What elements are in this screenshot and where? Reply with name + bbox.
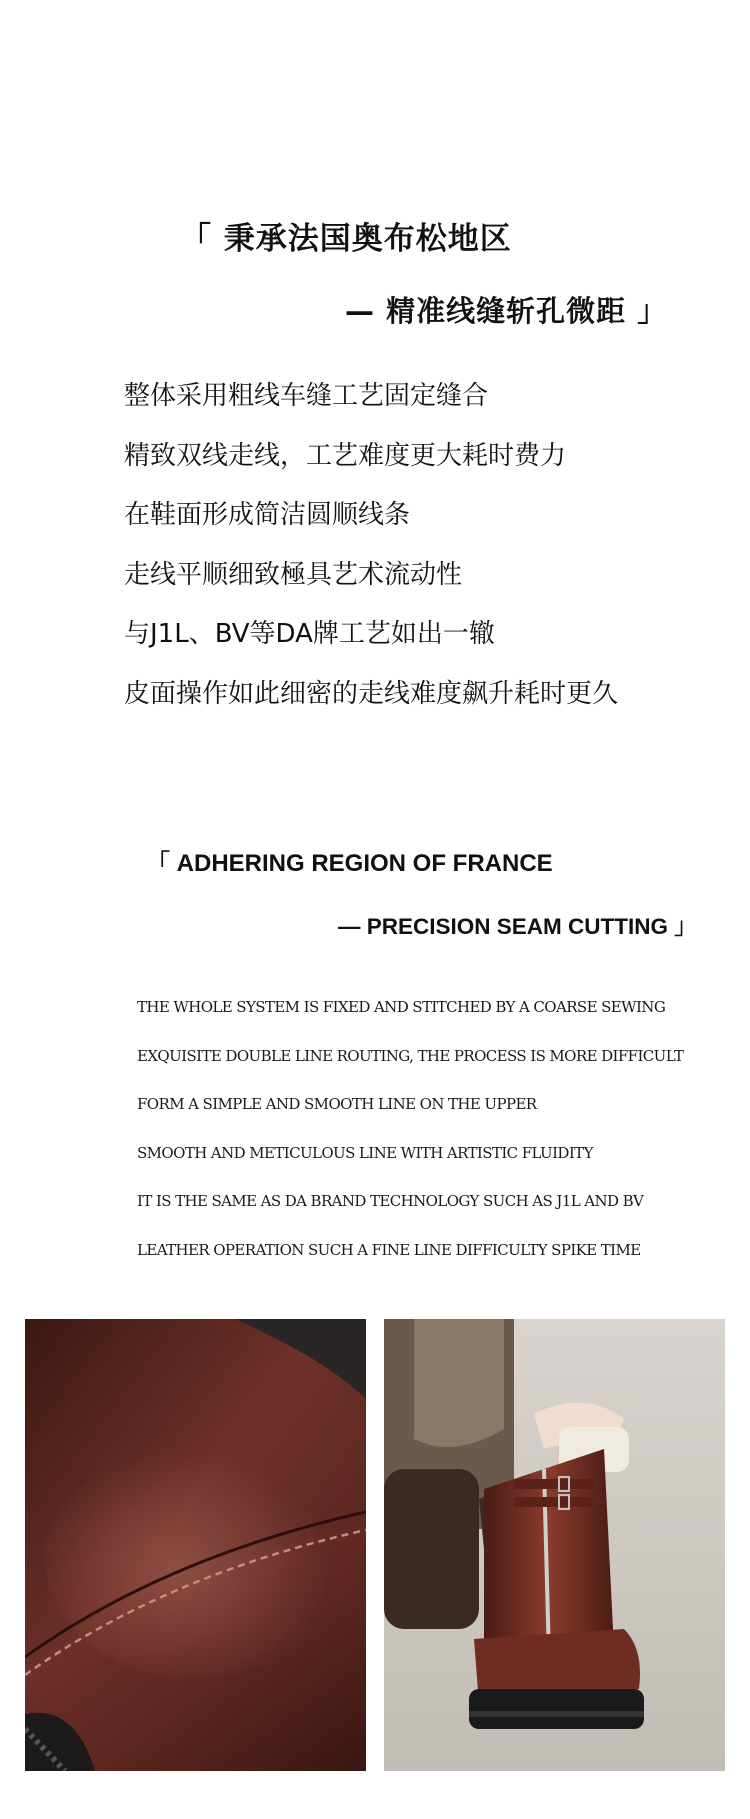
english-description-line: THE WHOLE SYSTEM IS FIXED AND STITCHED BY A COARSE SEWING [137, 998, 666, 1016]
english-heading-line1: 「 ADHERING REGION OF FRANCE [146, 850, 553, 877]
chinese-heading-line1: 「 秉承法国奥布松地区 [180, 221, 512, 257]
chinese-description-list [124, 375, 618, 732]
chinese-description-line: 整体采用粗线车缝工艺固定缝合 [124, 381, 489, 411]
english-description-line: SMOOTH AND METICULOUS LINE WITH ARTISTIC FLUIDITY [137, 1143, 593, 1162]
english-heading-line2: — PRECISION SEAM CUTTING 」 [338, 914, 697, 939]
chinese-heading-line2: — 精准线缝斩孔微距 」 [345, 294, 668, 328]
leather-closeup-photo [25, 1319, 366, 1771]
chinese-description-line: 精致双线走线，工艺难度更大耗时费力 [124, 440, 567, 471]
leather-closeup-illustration [25, 1319, 366, 1771]
english-description-line: LEATHER OPERATION SUCH A FINE LINE DIFFICULTY SPIKE TIME [137, 1240, 641, 1259]
english-description-line: IT IS THE SAME AS DA BRAND TECHNOLOGY SUCH AS J1L AND BV [137, 1192, 644, 1211]
english-description-line: EXQUISITE DOUBLE LINE ROUTING, THE PROCESS IS MORE DIFFICULT [137, 1046, 684, 1065]
chinese-description-line: 与J1L、BV等DA牌工艺如出一辙 [124, 619, 495, 649]
chinese-description-line: 在鞋面形成简洁圆顺线条 [124, 500, 411, 530]
english-description-list [137, 992, 683, 1284]
chinese-description-line: 走线平顺细致極具艺术流动性 [124, 559, 463, 590]
english-description-line: FORM A SIMPLE AND SMOOTH LINE ON THE UPPER [137, 1095, 537, 1114]
boots-model-photo [384, 1319, 725, 1771]
chinese-description-line: 皮面操作如此细密的走线难度飙升耗时更久 [124, 678, 619, 709]
boots-model-illustration [384, 1319, 725, 1771]
